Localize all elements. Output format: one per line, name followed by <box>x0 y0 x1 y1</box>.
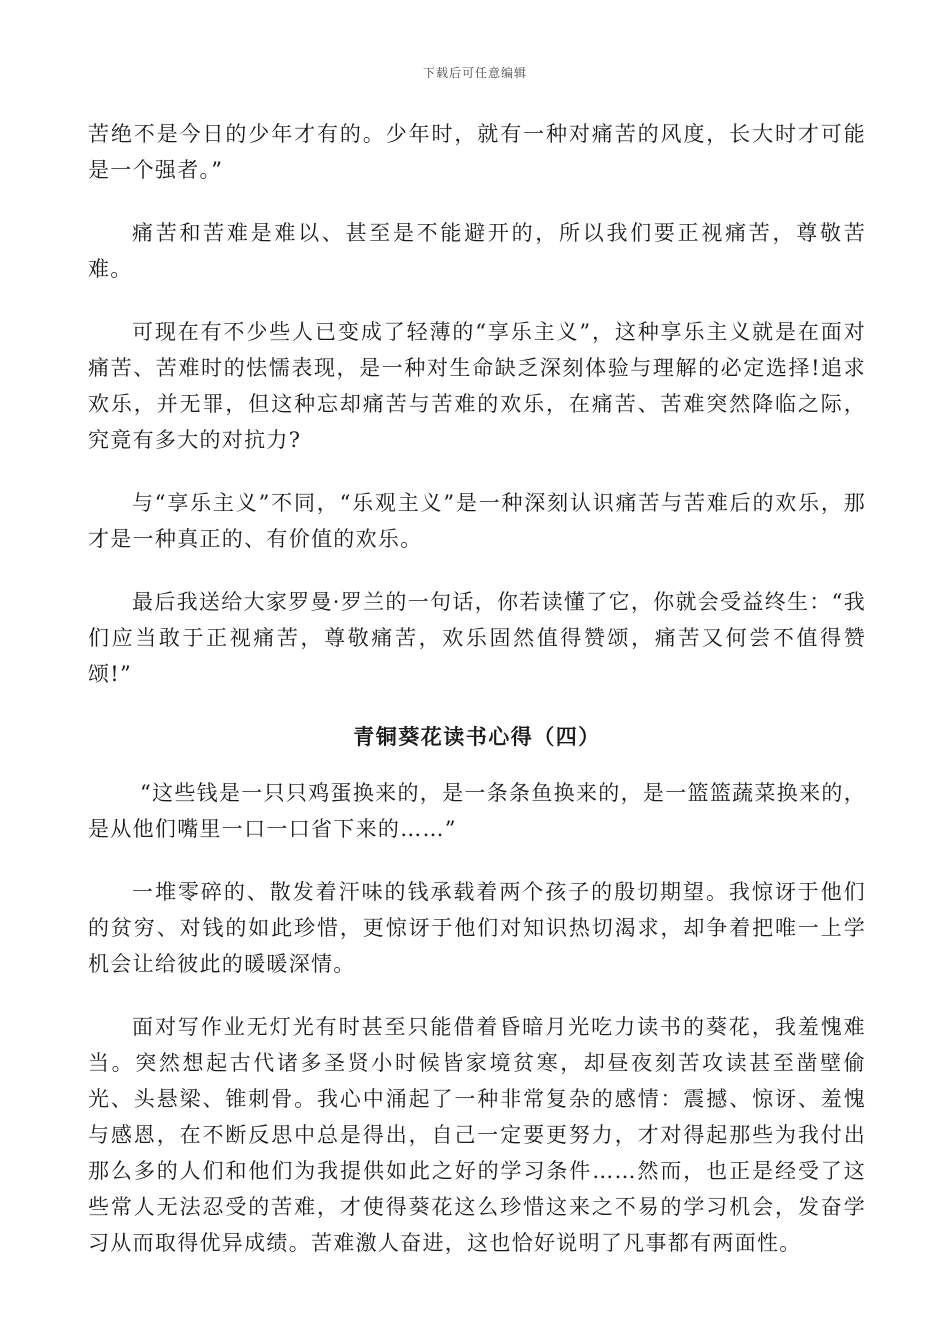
paragraph: 痛苦和苦难是难以、甚至是不能避开的，所以我们要正视痛苦，尊敬苦难。 <box>88 221 866 281</box>
paragraph: 苦绝不是今日的少年才有的。少年时，就有一种对痛苦的风度，长大时才可能是一个强者。” <box>88 122 866 182</box>
paragraph: “这些钱是一只只鸡蛋换来的，是一条条鱼换来的，是一篮篮蔬菜换来的，是从他们嘴里一口一口省下来的……” <box>88 781 866 841</box>
paragraph: 与“享乐主义”不同，“乐观主义”是一种深刻认识痛苦与苦难后的欢乐，那才是一种真正的、有价值的欢乐。 <box>88 491 866 551</box>
page-header: 下载后可任意编辑 <box>422 66 527 80</box>
paragraph: 面对写作业无灯光有时甚至只能借着昏暗月光吃力读书的葵花，我羞愧难当。突然想起古代诸多圣贤小时候皆家境贫寒，却昼夜刻苦攻读甚至凿壁偷光、头悬梁、锥刺骨。我心中涌起了一种非常复杂的感情：震撼、惊讶、羞愧与感恩，在不断反思中总是得出，自己一定要更努力，才对得起那些为我付出那么多的人们和他们为我提供如此之好的学习条件……然而，也正是经受了这些常人无法忍受的苦难，才使得葵花这么珍惜这来之不易的学习机会，发奋学习从而取得优异成绩。苦难激人奋进，这也恰好说明了凡事都有两面性。 <box>88 1015 866 1255</box>
paragraph: 可现在有不少些人已变成了轻薄的“享乐主义”，这种享乐主义就是在面对痛苦、苦难时的怯懦表现，是一种对生命缺乏深刻体验与理解的必定选择!追求欢乐，并无罪，但这种忘却痛苦与苦难的欢乐，在痛苦、苦难突然降临之际，究竟有多大的对抗力? <box>88 320 866 452</box>
paragraph: 一堆零碎的、散发着汗味的钱承载着两个孩子的殷切期望。我惊讶于他们的贫穷、对钱的如此珍惜，更惊讶于他们对知识热切渴求，却争着把唯一上学机会让给彼此的暖暖深情。 <box>88 880 866 976</box>
paragraph: 最后我送给大家罗曼·罗兰的一句话，你若读懂了它，你就会受益终生：“我们应当敢于正视痛苦，尊敬痛苦，欢乐固然值得赞颂，痛苦又何尝不值得赞颂!” <box>88 590 866 686</box>
section-title: 青铜葵花读书心得（四） <box>353 724 601 749</box>
document-body <box>88 116 866 1288</box>
